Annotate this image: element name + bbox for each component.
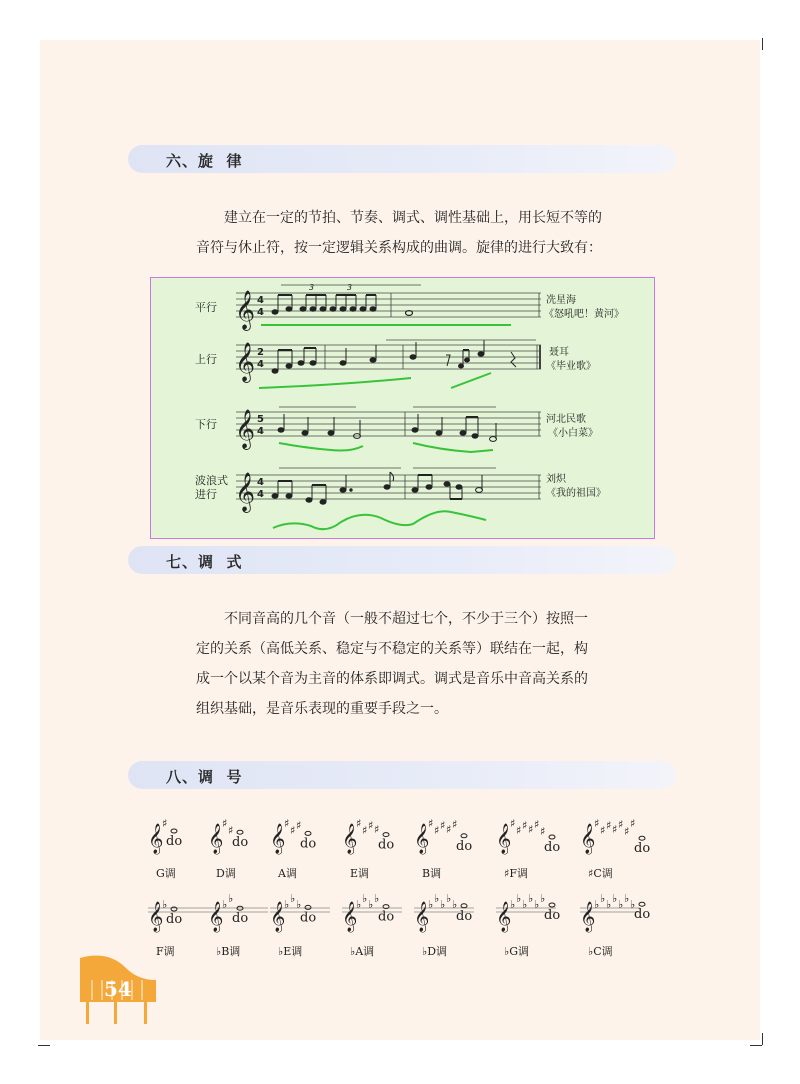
flat-icon: ♭ [428, 898, 434, 911]
sharp-icon: ♯ [440, 819, 446, 832]
flat-icon: ♭ [296, 898, 302, 911]
key-name-label: ♭C调 [588, 945, 613, 958]
time-signature-bottom: 4 [257, 426, 264, 437]
sharp-icon: ♯ [446, 823, 452, 836]
section-title: 六、旋 律 [166, 152, 243, 170]
treble-clef-icon: 𝄞 [414, 902, 430, 932]
melody-examples-svg [151, 278, 653, 537]
crop-mark [38, 1045, 50, 1046]
flat-icon: ♭ [618, 898, 624, 911]
melody-contour-line [451, 373, 491, 388]
flat-icon: ♭ [368, 898, 374, 911]
melody-contour-line [273, 511, 486, 529]
paragraph-line: 建立在一定的节拍、节奏、调式、调性基础上，用长短不等的 [224, 210, 602, 226]
whole-note-icon [639, 836, 645, 840]
flat-icon: ♭ [162, 898, 168, 911]
example-label: 进行 [195, 488, 217, 501]
whole-note-icon [171, 907, 177, 911]
work-title: 《毕业歌》 [546, 361, 596, 372]
key-name-label: ♭D调 [422, 945, 448, 958]
flat-icon: ♭ [630, 898, 636, 911]
treble-clef-icon: 𝄞 [270, 824, 286, 854]
key-name-label: B调 [422, 867, 442, 880]
do-label: do [300, 910, 317, 926]
sharp-icon: ♯ [600, 824, 606, 837]
do-label: do [456, 838, 473, 854]
composer-name: 冼星海 [546, 295, 576, 306]
treble-clef-icon: 𝄞 [342, 824, 358, 854]
flat-icon: ♭ [600, 892, 606, 905]
whole-note-icon [639, 902, 645, 906]
sharp-icon: ♯ [606, 819, 612, 832]
sharp-icon: ♯ [618, 818, 624, 831]
key-name-label: ♯C调 [588, 867, 613, 880]
sharp-icon: ♯ [162, 817, 168, 830]
flat-icon: ♭ [362, 892, 368, 905]
sharp-icon: ♯ [356, 817, 362, 830]
flat-icon: ♭ [452, 898, 458, 911]
flat-icon: ♭ [284, 898, 290, 911]
melody-paragraph [196, 203, 616, 263]
do-label: do [634, 841, 651, 857]
time-signature-top: 5 [257, 414, 264, 425]
section-header-melody [128, 145, 676, 173]
do-label: do [544, 908, 561, 923]
do-label: do [166, 834, 183, 849]
flat-icon: ♭ [528, 892, 534, 905]
flat-icon: ♭ [290, 892, 296, 905]
key-name-label: E调 [350, 867, 370, 880]
key-name-label: ♭B调 [216, 945, 241, 958]
do-label: do [378, 909, 395, 925]
key-name-label: ♯F调 [504, 867, 528, 880]
flat-icon: ♭ [534, 898, 540, 911]
sharp-icon: ♯ [368, 819, 374, 832]
triplet-mark: 3 [347, 283, 353, 292]
whole-note-icon [383, 833, 389, 837]
key-name-label: D调 [216, 867, 236, 880]
paragraph-line: 成一个以某个音为主音的体系即调式。调式是音乐中音高关系的 [196, 671, 588, 687]
time-signature-top: 4 [257, 477, 264, 488]
section-header-mode [128, 546, 676, 574]
sharp-icon: ♯ [630, 817, 636, 830]
flat-icon: ♭ [540, 892, 546, 905]
section-title: 七、调 式 [166, 553, 243, 571]
sharp-icon: ♯ [434, 824, 440, 837]
whole-note-icon [549, 835, 555, 839]
do-label: do [166, 912, 183, 927]
piano-icon [78, 950, 178, 1030]
melody-contour-line [279, 443, 363, 451]
treble-clef-icon: 𝄞 [580, 902, 596, 932]
flat-icon: ♭ [510, 898, 516, 911]
key-name-label: F调 [156, 945, 175, 958]
sharp-icon: ♯ [528, 823, 534, 836]
do-label: do [232, 911, 249, 927]
time-signature-bottom: 4 [257, 489, 264, 500]
key-name-label: ♭G调 [504, 945, 529, 958]
composer-name: 刘炽 [546, 474, 566, 485]
paragraph-line: 组织基础，是音乐表现的重要手段之一。 [196, 701, 448, 717]
work-title: 《我的祖国》 [546, 488, 606, 499]
section-title: 八、调 号 [166, 768, 243, 786]
treble-clef-icon: 𝄞 [208, 824, 224, 854]
sharp-icon: ♯ [296, 819, 302, 832]
flat-icon: ♭ [440, 898, 446, 911]
example-label: 平行 [195, 301, 217, 314]
treble-clef-icon: 𝄞 [148, 902, 164, 932]
example-label: 波浪式 [195, 474, 228, 487]
melody-examples-box [150, 277, 655, 539]
flat-icon: ♭ [624, 892, 630, 905]
sharp-icon: ♯ [428, 817, 434, 830]
melody-contour-line [259, 378, 411, 388]
sharp-icon: ♯ [534, 818, 540, 831]
page-number-badge [78, 950, 178, 1030]
sharp-icon: ♯ [290, 824, 296, 837]
key-signatures-area [140, 815, 660, 965]
sharp-icon: ♯ [228, 824, 234, 837]
sharp-icon: ♯ [612, 823, 618, 836]
example-row-wavy [195, 468, 606, 529]
do-label: do [456, 908, 473, 924]
flat-icon: ♭ [434, 892, 440, 905]
mode-paragraph [196, 604, 616, 724]
key-name-label: G调 [156, 867, 176, 880]
work-title: 《怒吼吧！黄河》 [544, 309, 624, 320]
treble-clef-icon: 𝄞 [235, 409, 256, 449]
treble-clef-icon: 𝄞 [235, 342, 256, 382]
composer-name: 聂耳 [549, 347, 569, 358]
flat-icon: ♭ [228, 892, 234, 905]
treble-clef-icon: 𝄞 [148, 824, 164, 854]
time-signature-top: 4 [257, 295, 264, 306]
time-signature-bottom: 4 [257, 307, 264, 318]
sharp-icon: ♯ [510, 817, 516, 830]
whole-note-icon [171, 829, 177, 833]
whole-note-icon [461, 834, 467, 838]
treble-clef-icon: 𝄞 [270, 902, 286, 932]
do-label: do [634, 907, 651, 923]
flat-icon: ♭ [606, 898, 612, 911]
flat-icon: ♭ [612, 892, 618, 905]
work-title: 《小白菜》 [548, 428, 598, 439]
sharp-icon: ♯ [222, 817, 228, 830]
do-label: do [232, 835, 249, 851]
key-name-label: ♭E调 [278, 945, 303, 958]
flat-icon: ♭ [356, 898, 362, 911]
example-label: 下行 [195, 418, 217, 431]
sharp-icon: ♯ [516, 824, 522, 837]
flat-icon: ♭ [222, 898, 228, 911]
treble-clef-icon: 𝄞 [235, 472, 256, 512]
section-header-key-signature [128, 761, 676, 789]
key-signatures-svg [140, 815, 660, 965]
treble-clef-icon: 𝄞 [235, 290, 256, 330]
paragraph-line: 音符与休止符，按一定逻辑关系构成的曲调。旋律的进行大致有： [196, 240, 602, 256]
treble-clef-icon: 𝄞 [496, 824, 512, 854]
flat-icon: ♭ [446, 892, 452, 905]
whole-note-icon [549, 903, 555, 907]
example-row-ascending [195, 340, 596, 388]
time-signature-top: 2 [257, 347, 264, 358]
sharp-icon: ♯ [540, 825, 546, 838]
sharp-icon: ♯ [452, 818, 458, 831]
do-label: do [300, 836, 317, 852]
do-label: do [544, 840, 561, 855]
example-row-parallel [195, 283, 624, 331]
do-label: do [378, 837, 395, 853]
flat-icon: ♭ [594, 898, 600, 911]
sharp-icon: ♯ [522, 819, 528, 832]
treble-clef-icon: 𝄞 [414, 824, 430, 854]
melody-contour-line [413, 443, 493, 452]
flat-icon: ♭ [516, 892, 522, 905]
treble-clef-icon: 𝄞 [496, 902, 512, 932]
key-name-label: A调 [278, 867, 297, 880]
flat-icon: ♭ [374, 892, 380, 905]
whole-note-icon [461, 904, 467, 908]
treble-clef-icon: 𝄞 [342, 902, 358, 932]
crop-mark [762, 1033, 763, 1045]
page-number: 54 [104, 977, 132, 1001]
sharp-icon: ♯ [624, 825, 630, 838]
key-name-label: ♭A调 [350, 945, 375, 958]
crop-mark [750, 1045, 762, 1046]
sharp-icon: ♯ [594, 817, 600, 830]
triplet-mark: 3 [309, 283, 315, 292]
flat-icon: ♭ [522, 898, 528, 911]
sharp-icon: ♯ [284, 817, 290, 830]
sharp-icon: ♯ [374, 823, 380, 836]
whole-note-icon [305, 831, 311, 835]
treble-clef-icon: 𝄞 [208, 902, 224, 932]
treble-clef-icon: 𝄞 [580, 824, 596, 854]
example-row-descending [195, 407, 598, 452]
sharp-icon: ♯ [362, 824, 368, 837]
paragraph-line: 定的关系（高低关系、稳定与不稳定的关系等）联结在一起，构 [196, 641, 588, 657]
paragraph-line: 不同音高的几个音（一般不超过七个，不少于三个）按照一 [224, 611, 588, 627]
time-signature-bottom: 4 [257, 359, 264, 370]
composer-name: 河北民歌 [546, 414, 586, 425]
whole-note-icon [237, 830, 243, 834]
whole-note-icon [305, 905, 311, 909]
example-label: 上行 [195, 353, 217, 366]
crop-mark [762, 38, 763, 50]
